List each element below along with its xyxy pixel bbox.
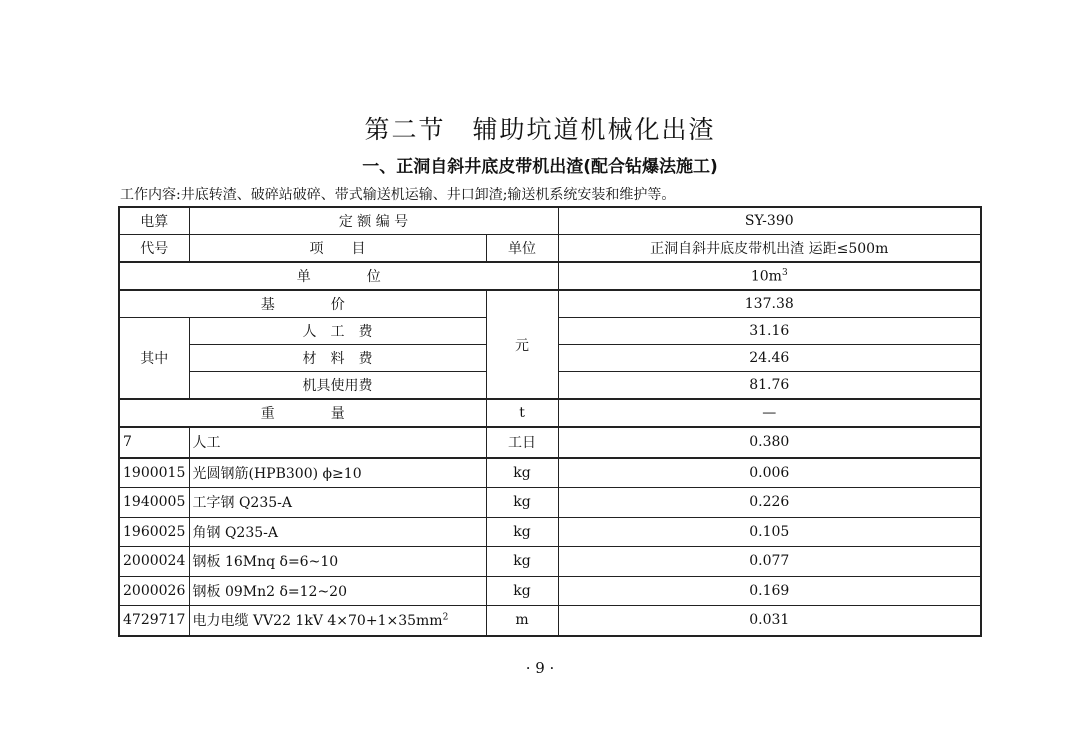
table-row <box>119 488 981 518</box>
code-label: 电算 <box>119 207 189 235</box>
resource-code: 1940005 <box>119 488 189 518</box>
subsection-title: 一、正洞自斜井底皮带机出渣(配合钻爆法施工) <box>362 157 718 177</box>
table-row <box>119 576 981 606</box>
resource-qty: 0.226 <box>558 488 981 518</box>
of-which-label: 其中 <box>119 318 189 400</box>
resource-code: 2000024 <box>119 547 189 577</box>
resource-unit: kg <box>486 576 558 606</box>
weight-unit: t <box>486 399 558 427</box>
section-title: 第二节 辅助坑道机械化出渣 <box>364 115 716 144</box>
quota-no-label: 定 额 编 号 <box>189 207 558 235</box>
resource-name: 角钢 Q235-A <box>189 517 486 547</box>
labor-cost-value: 31.16 <box>558 318 981 345</box>
code-label-2: 代号 <box>119 235 189 263</box>
resource-qty: 0.105 <box>558 517 981 547</box>
quota-no: SY-390 <box>558 207 981 235</box>
resource-unit: kg <box>486 517 558 547</box>
unit-label: 单位 <box>486 235 558 263</box>
work-content: 工作内容:井底转渣、破碎站破碎、带式输送机运输、井口卸渣;输送机系统安装和维护等。 <box>120 187 676 203</box>
quota-table <box>118 206 982 637</box>
machine-cost-label: 机具使用费 <box>189 372 486 400</box>
page-number: · 9 · <box>525 659 555 677</box>
resource-qty: 0.006 <box>558 458 981 488</box>
table-row <box>119 547 981 577</box>
resource-qty: 0.169 <box>558 576 981 606</box>
item-description: 正洞自斜井底皮带机出渣 运距≤500m <box>558 235 981 263</box>
table-row <box>119 458 981 488</box>
resource-name: 钢板 16Mnq δ=6~10 <box>189 547 486 577</box>
resource-name: 钢板 09Mn2 δ=12~20 <box>189 576 486 606</box>
resource-name: 电力电缆 VV22 1kV $4\times 70+1\times 35mm^2$ <box>189 606 486 636</box>
unit-row-label: 单 位 <box>119 262 558 290</box>
unit-row-value: $10m^3$ <box>558 262 981 290</box>
resource-code: 4729717 <box>119 606 189 636</box>
resource-name: 光圆钢筋(HPB300) ϕ≥10 <box>189 458 486 488</box>
machine-cost-value: 81.76 <box>558 372 981 400</box>
weight-label: 重 量 <box>119 399 486 427</box>
table-row <box>119 606 981 636</box>
base-price-value: 137.38 <box>558 290 981 318</box>
resource-code: 1960025 <box>119 517 189 547</box>
item-label: 项 目 <box>189 235 486 263</box>
resource-qty: 0.380 <box>558 427 981 458</box>
resource-unit: 工日 <box>486 427 558 458</box>
resource-unit: m <box>486 606 558 636</box>
material-cost-label: 材 料 费 <box>189 345 486 372</box>
table-row <box>119 517 981 547</box>
resource-unit: kg <box>486 488 558 518</box>
resource-code: 1900015 <box>119 458 189 488</box>
weight-value: — <box>558 399 981 427</box>
table-row <box>119 427 981 458</box>
resource-name: 人工 <box>189 427 486 458</box>
resource-name: 工字钢 Q235-A <box>189 488 486 518</box>
material-cost-value: 24.46 <box>558 345 981 372</box>
resource-unit: kg <box>486 458 558 488</box>
resource-code: 7 <box>119 427 189 458</box>
resource-code: 2000026 <box>119 576 189 606</box>
resource-qty: 0.031 <box>558 606 981 636</box>
base-price-label: 基 价 <box>119 290 486 318</box>
resource-qty: 0.077 <box>558 547 981 577</box>
resource-unit: kg <box>486 547 558 577</box>
currency-unit: 元 <box>486 290 558 399</box>
labor-cost-label: 人 工 费 <box>189 318 486 345</box>
